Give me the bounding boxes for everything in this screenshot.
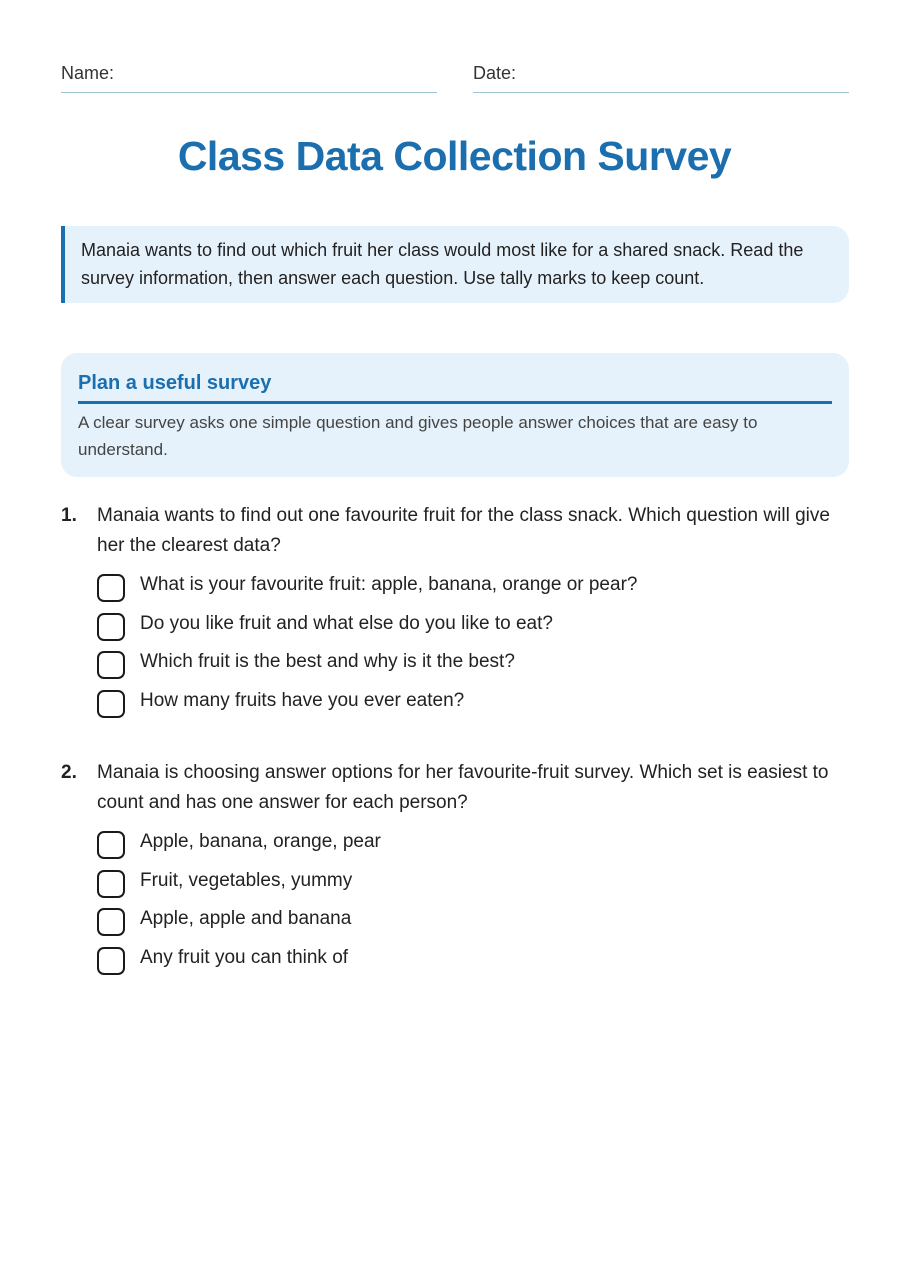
header-fields (61, 62, 849, 92)
plan-text: A clear survey asks one simple question and gives people answer choices that are easy to understand. (78, 413, 758, 459)
intro-text: Manaia wants to find out which fruit her class would most like for a shared snack. Read the survey information, then answer each question. Use tally marks to keep count. (81, 240, 804, 288)
checkbox[interactable] (97, 947, 125, 975)
answer-label: Apple, banana, orange, pear (140, 831, 381, 852)
answer-label: Any fruit you can think of (140, 946, 349, 968)
answer-label: What is your favourite fruit: apple, banana, orange or pear? (140, 574, 638, 595)
checkbox[interactable] (97, 908, 125, 936)
checkbox[interactable] (97, 574, 125, 602)
answer-option[interactable] (97, 612, 837, 651)
answer-option[interactable] (97, 830, 837, 869)
plan-heading: Plan a useful survey (78, 369, 832, 404)
question-number: 2. (61, 762, 77, 783)
answer-option[interactable] (97, 869, 837, 908)
answer-option[interactable] (97, 650, 837, 689)
answer-option[interactable] (97, 573, 837, 612)
checkbox[interactable] (97, 831, 125, 859)
date-field[interactable] (473, 62, 849, 93)
intro-panel (61, 226, 849, 303)
answer-options (97, 573, 837, 727)
answer-label: Fruit, vegetables, yummy (140, 869, 353, 891)
answer-options (97, 830, 837, 984)
plan-panel (61, 353, 849, 477)
question-text: Manaia wants to find out one favourite fruit for the class snack. Which question will give her the clearest data? (97, 505, 830, 556)
answer-option[interactable] (97, 946, 837, 985)
answer-label: How many fruits have you ever eaten? (140, 689, 465, 711)
question-text: Manaia is choosing answer options for her favourite-fruit survey. Which set is easiest to count and has one answer for each person? (97, 762, 829, 813)
answer-option[interactable] (97, 907, 837, 946)
question-number: 1. (61, 505, 77, 526)
checkbox[interactable] (97, 651, 125, 679)
answer-label: Apple, apple and banana (140, 908, 352, 929)
name-field[interactable] (61, 62, 437, 93)
answer-label: Which fruit is the best and why is it the best? (140, 651, 515, 672)
checkbox[interactable] (97, 613, 125, 641)
answer-label: Do you like fruit and what else do you like to eat? (140, 612, 553, 634)
page-title: Class Data Collection Survey (177, 133, 732, 179)
name-label: Name: (61, 63, 115, 83)
checkbox[interactable] (97, 870, 125, 898)
date-label: Date: (473, 63, 517, 83)
checkbox[interactable] (97, 690, 125, 718)
answer-option[interactable] (97, 689, 837, 728)
